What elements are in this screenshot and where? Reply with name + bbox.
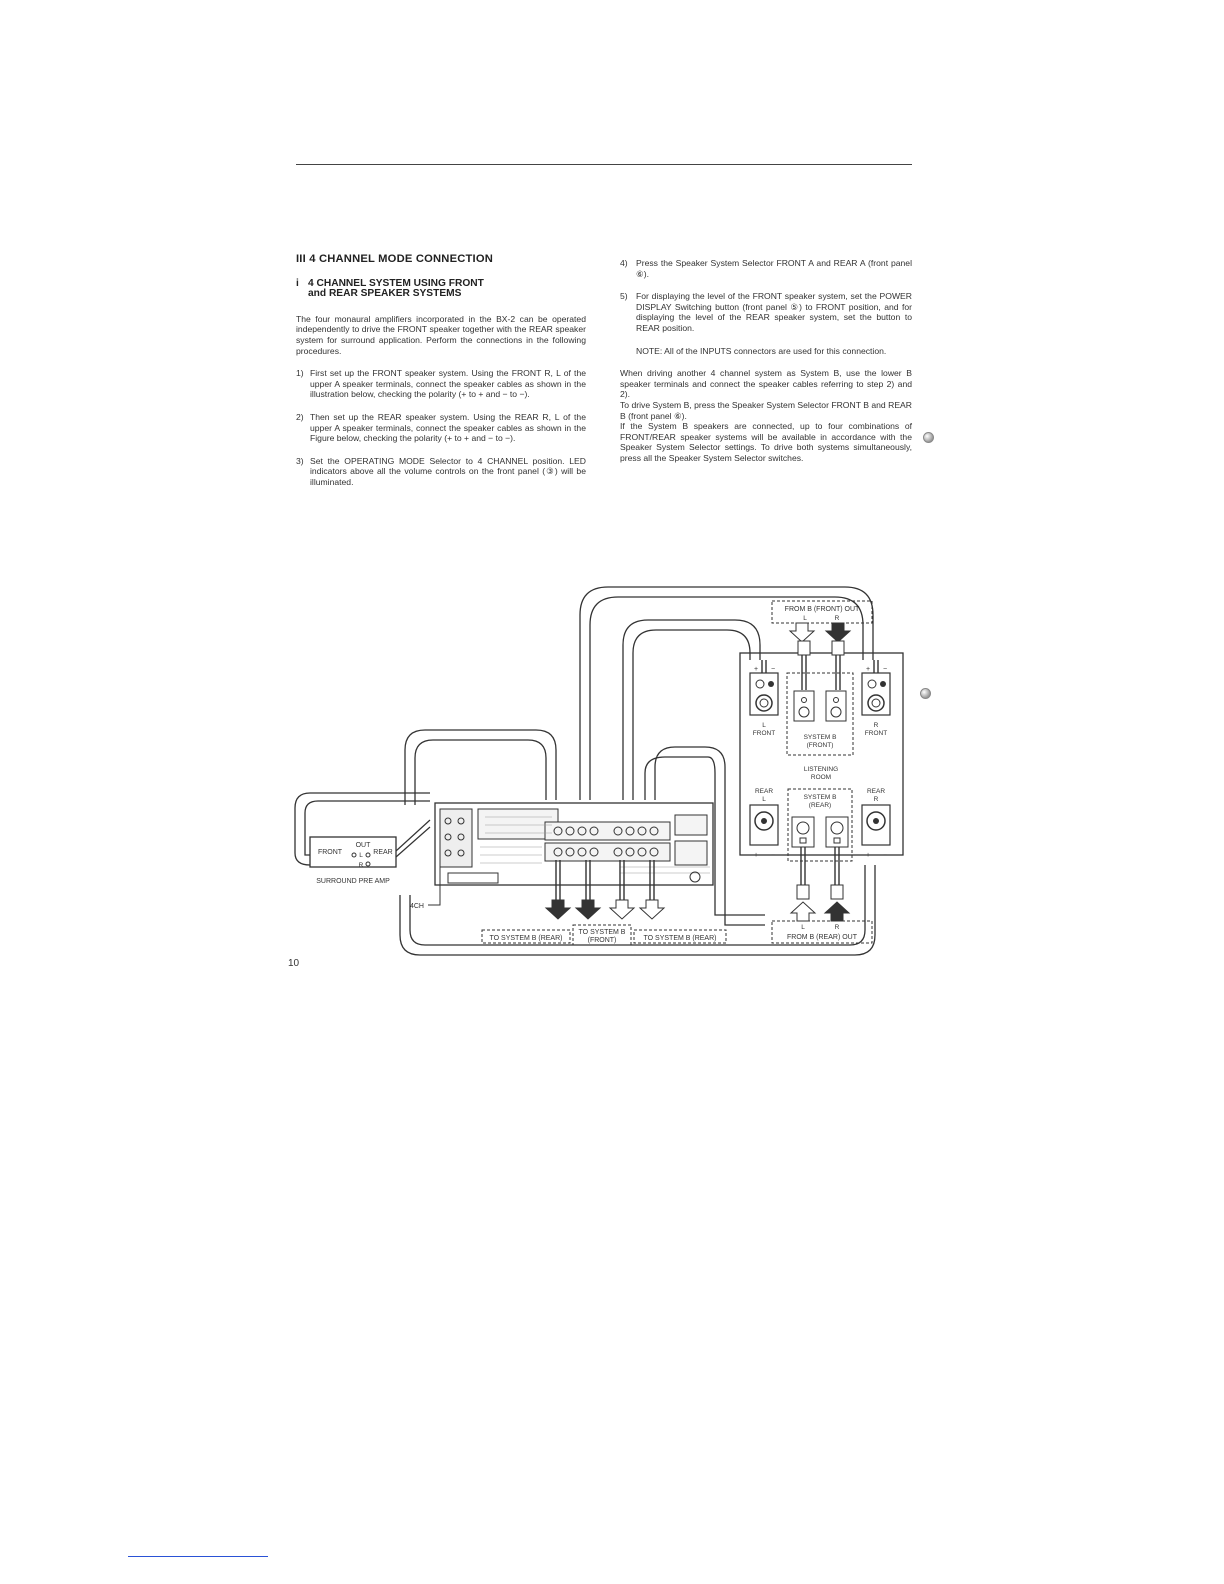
system-b-front-right-speaker [826, 691, 846, 721]
section-title: III 4 CHANNEL MODE CONNECTION [296, 253, 494, 265]
connection-diagram [280, 575, 940, 970]
from-front-out-label: FROM B (FRONT) OUT [784, 606, 860, 613]
polarity-plus: + [753, 666, 759, 673]
arrow-down-icon [826, 623, 850, 642]
polarity-minus: − [770, 666, 776, 673]
plug [798, 641, 810, 655]
label-l: L [803, 615, 807, 622]
preamp-label: SURROUND PRE AMP [316, 878, 390, 885]
rear-right-speaker [862, 805, 890, 845]
arrow-down-icon [610, 900, 634, 919]
step-number: 5) [620, 291, 628, 302]
label-r: R [834, 924, 840, 931]
preamp-l: L [359, 852, 363, 859]
listening-room-label: LISTENING [803, 766, 839, 773]
system-b-front-left-speaker [794, 691, 814, 721]
step-number: 1) [296, 368, 304, 379]
surround-preamp [310, 837, 396, 869]
system-b-rear-label-2: (REAR) [808, 802, 832, 809]
to-system-b-rear-label-2: TO SYSTEM B (REAR) [643, 935, 717, 942]
step-text: Press the Speaker System Selector FRONT A and REAR A (front panel ⑥). [636, 258, 912, 279]
right-column [620, 258, 912, 464]
polarity-minus: − [882, 852, 888, 859]
subsection-line1: 4 CHANNEL SYSTEM USING FRONT [308, 277, 484, 289]
plug [797, 885, 809, 899]
from-rear-out-label: FROM B (REAR) OUT [787, 934, 857, 941]
rear-right-r: R [873, 796, 879, 803]
rear-left-l: L [762, 796, 766, 803]
step-5 [620, 291, 912, 333]
amplifier-rear-panel [435, 803, 713, 885]
polarity-minus: − [770, 852, 776, 859]
note: NOTE: All of the INPUTS connectors are used for this connection. [636, 345, 887, 356]
polarity-minus: − [882, 666, 888, 673]
rear-left-label: REAR [754, 788, 774, 795]
label-r: R [834, 615, 840, 622]
step-text: Set the OPERATING MODE Selector to 4 CHANNEL position. LED indicators above all the volume controls on the front panel (③) will be illuminated. [310, 455, 586, 487]
front-left-speaker [750, 673, 778, 715]
rear-right-label: REAR [866, 788, 886, 795]
step-text: For displaying the level of the FRONT speaker system, set the POWER DISPLAY Switching button (front panel ⑤) to FRONT position, and for displaying the level of the REAR speaker system, set the button to REAR position. [636, 291, 912, 333]
header-rule [296, 164, 912, 165]
arrow-up-icon [791, 902, 815, 921]
listening-room-label-2: ROOM [810, 774, 832, 781]
system-b-rear-left-speaker [792, 817, 814, 847]
front-left-label: FRONT [752, 730, 776, 737]
intro-paragraph: The four monaural amplifiers incorporated in the BX-2 can be operated independently to drive the FRONT speaker together with the REAR speaker system for surround application. Perform the connections in the following procedures. [296, 313, 586, 356]
footer-rule [128, 1556, 268, 1557]
polarity-plus: + [865, 666, 871, 673]
preamp-front-label: FRONT [317, 849, 343, 856]
front-right-speaker [862, 673, 890, 715]
cable-loop-left [405, 730, 556, 805]
step-3 [296, 456, 586, 488]
arrow-down-icon [640, 900, 664, 919]
step-text: Then set up the REAR speaker system. Using the REAR R, L of the upper A speaker terminals, connect the speaker cables as shown in the Figure below, checking the polarity (+ to + and − to −). [310, 411, 586, 444]
front-right-label: FRONT [864, 730, 888, 737]
front-left-l: L [762, 722, 766, 729]
plug [831, 885, 843, 899]
front-right-r: R [873, 722, 879, 729]
step-2 [296, 412, 586, 444]
system-b-rear-right-speaker [826, 817, 848, 847]
left-column [296, 254, 586, 500]
label-l: L [801, 924, 805, 931]
cable-loop-second-inner [633, 630, 750, 800]
preamp-cable [396, 820, 430, 857]
step-number: 2) [296, 411, 304, 422]
binder-ring-icon [923, 432, 934, 443]
step-number: 3) [296, 455, 304, 466]
subsection-line2: and REAR SPEAKER SYSTEMS [308, 288, 462, 300]
page-number: 10 [288, 958, 300, 969]
to-system-b-front-label-2: (FRONT) [587, 937, 617, 944]
preamp-r: R [358, 862, 364, 869]
step-number: 4) [620, 258, 628, 268]
arrow-down-icon [576, 900, 600, 919]
system-b-rear-label: SYSTEM B [803, 794, 837, 801]
polarity-plus: + [753, 852, 759, 859]
4ch-label: 4CH [409, 903, 424, 910]
to-system-b-front-label: TO SYSTEM B [578, 929, 626, 936]
step-4 [620, 258, 912, 279]
system-b-front-label-2: (FRONT) [806, 742, 834, 749]
arrow-up-icon [825, 902, 849, 921]
arrow-down-icon [546, 900, 570, 919]
arrow-down-icon [790, 623, 814, 642]
system-b-front-label: SYSTEM B [803, 734, 837, 741]
rear-left-speaker [750, 805, 778, 845]
system-b-paragraph: When driving another 4 channel system as System B, use the lower B speaker terminals and connect the speaker cables referring to step 2) and 2). [620, 368, 912, 400]
preamp-rear-label: REAR [373, 849, 393, 856]
step-text: First set up the FRONT speaker system. Using the FRONT R, L of the upper A speaker terminals, connect the speaker cables as shown in the illustration below, checking the polarity (+ to + and − to −). [310, 368, 586, 400]
subsection-mark: i [296, 277, 299, 289]
cable-loop-left-inner [415, 740, 546, 805]
subsection-title [296, 279, 586, 300]
drive-b-paragraph: To drive System B, press the Speaker System Selector FRONT B and REAR B (front panel ⑥). [620, 399, 912, 421]
plug [832, 641, 844, 655]
step-1 [296, 368, 586, 400]
polarity-plus: + [865, 852, 871, 859]
to-system-b-rear-label: TO SYSTEM B (REAR) [489, 935, 563, 942]
combinations-paragraph: If the System B speakers are connected, up to four combinations of FRONT/REAR speaker systems will be available in accordance with the Speaker System Selector settings. To drive both systems simultaneously, press all the Speaker System Selector switches. [620, 421, 912, 463]
preamp-out-label: OUT [355, 842, 371, 849]
